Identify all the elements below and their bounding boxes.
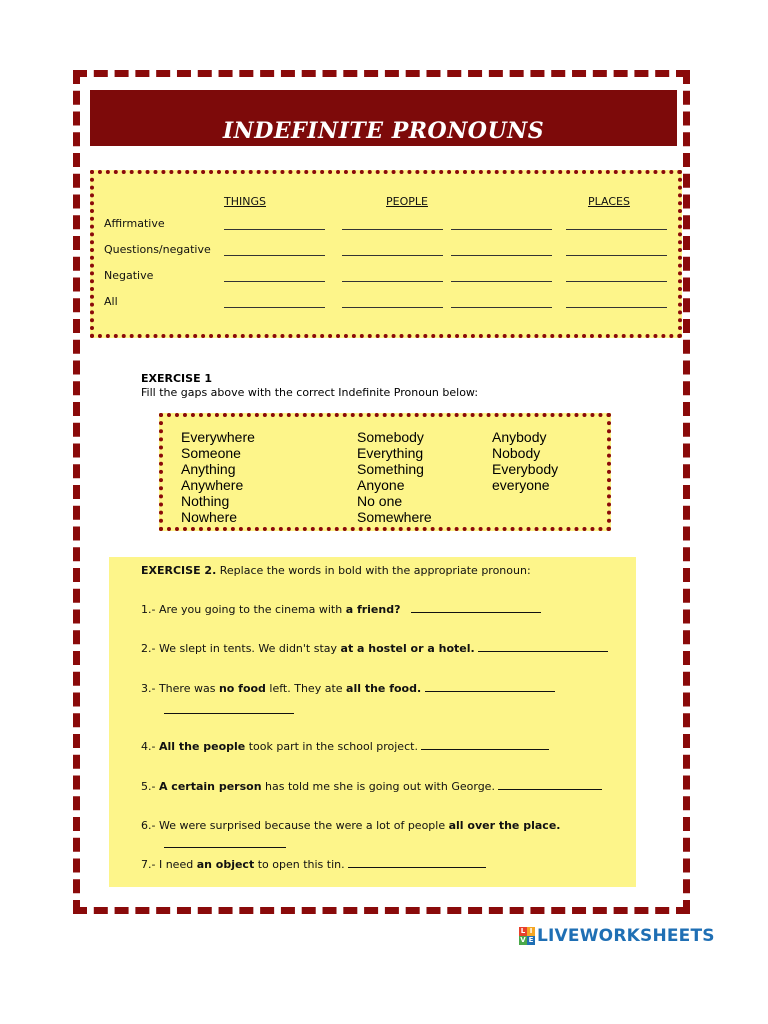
word-item: Something: [357, 461, 424, 477]
word-item: Everywhere: [181, 429, 255, 445]
question-text: 6.- We were surprised because the were a lot of people: [141, 819, 449, 832]
question-5: [141, 779, 602, 793]
question-1: [141, 602, 541, 616]
blank-questions-things[interactable]: [224, 255, 325, 256]
liveworksheets-logo: [519, 925, 715, 947]
answer-blank-7[interactable]: [348, 857, 486, 868]
blank-all-things[interactable]: [224, 307, 325, 308]
question-text: left. They ate: [265, 682, 347, 695]
blank-affirmative-places[interactable]: [566, 229, 667, 230]
word-item: Anything: [181, 461, 236, 477]
question-2: [141, 641, 608, 655]
logo-mark-letter: V: [520, 936, 526, 944]
logo-mark-letter: L: [520, 927, 526, 935]
question-3-continuation: [164, 703, 294, 717]
blank-affirmative-things[interactable]: [224, 229, 325, 230]
word-item: Somewhere: [357, 509, 432, 525]
word-item: Nothing: [181, 493, 230, 509]
blank-negative-people-1[interactable]: [342, 281, 443, 282]
question-bold-text: all over the place.: [448, 819, 561, 832]
word-bank-column-3: [492, 429, 558, 493]
word-item: Nobody: [492, 445, 541, 461]
blank-questions-places[interactable]: [566, 255, 667, 256]
question-text: 1.- Are you going to the cinema with: [141, 603, 346, 616]
question-text: took part in the school project.: [245, 740, 418, 753]
logo-text: LIVEWORKSHEETS: [537, 926, 715, 946]
word-bank: [159, 413, 611, 531]
question-text: 7.- I need: [141, 858, 197, 871]
row-label-affirmative: Affirmative: [104, 217, 165, 230]
blank-negative-places[interactable]: [566, 281, 667, 282]
word-item: everyone: [492, 477, 550, 493]
logo-mark-letter: I: [527, 927, 535, 936]
word-item: Anywhere: [181, 477, 244, 493]
word-item: Somebody: [357, 429, 424, 445]
title-banner: [90, 90, 677, 146]
answer-blank-5[interactable]: [498, 779, 602, 790]
exercise-1-heading: EXERCISE 1: [141, 372, 213, 385]
answer-blank-3b[interactable]: [164, 703, 294, 714]
row-label-questions-negative: Questions/negative: [104, 243, 211, 256]
blank-questions-people-1[interactable]: [342, 255, 443, 256]
logo-mark-letter: E: [528, 936, 534, 944]
question-bold-text: no food: [218, 682, 266, 695]
pronoun-table: [90, 170, 682, 338]
blank-questions-people-2[interactable]: [451, 255, 552, 256]
answer-blank-3[interactable]: [425, 681, 555, 692]
exercise-2-instruction: Replace the words in bold with the appropriate pronoun:: [216, 564, 531, 577]
word-item: Someone: [181, 445, 241, 461]
word-bank-column-1: [181, 429, 255, 525]
question-text: 4.-: [141, 740, 159, 753]
question-bold-text: a friend?: [345, 603, 401, 616]
blank-negative-people-2[interactable]: [451, 281, 552, 282]
answer-blank-1[interactable]: [411, 602, 541, 613]
exercise-1-header: [141, 372, 478, 400]
word-bank-column-2: [357, 429, 432, 525]
row-label-all: All: [104, 295, 118, 308]
exercise-2-panel: [109, 557, 636, 887]
column-header-people: PEOPLE: [386, 195, 428, 208]
page-title: INDEFINITE PRONOUNS: [222, 118, 545, 144]
column-header-things: THINGS: [224, 195, 266, 208]
question-text: 5.-: [141, 780, 159, 793]
word-item: Anybody: [492, 429, 547, 445]
question-6-continuation: [164, 837, 286, 851]
question-text: 3.- There was: [141, 682, 219, 695]
question-4: [141, 739, 549, 753]
exercise-2-header: [141, 564, 531, 577]
question-7: [141, 857, 486, 871]
logo-mark-icon: [519, 927, 535, 945]
word-item: No one: [357, 493, 403, 509]
word-item: Nowhere: [181, 509, 238, 525]
question-3: [141, 681, 555, 695]
question-bold-text: at a hostel or a hotel.: [340, 642, 475, 655]
answer-blank-2[interactable]: [478, 641, 608, 652]
question-bold-text: All the people: [158, 740, 246, 753]
blank-all-people-2[interactable]: [451, 307, 552, 308]
word-item: Anyone: [357, 477, 405, 493]
question-bold-text: an object: [196, 858, 255, 871]
column-header-places: PLACES: [588, 195, 630, 208]
blank-all-people-1[interactable]: [342, 307, 443, 308]
question-text: 2.- We slept in tents. We didn't stay: [141, 642, 341, 655]
row-label-negative: Negative: [104, 269, 154, 282]
exercise-2-heading: EXERCISE 2.: [141, 564, 217, 577]
blank-all-places[interactable]: [566, 307, 667, 308]
blank-negative-things[interactable]: [224, 281, 325, 282]
exercise-1-instruction: Fill the gaps above with the correct Indefinite Pronoun below:: [141, 386, 479, 399]
blank-affirmative-people-1[interactable]: [342, 229, 443, 230]
word-item: Everybody: [492, 461, 559, 477]
question-bold-text: A certain person: [158, 780, 262, 793]
question-bold-text: all the food.: [346, 682, 422, 695]
blank-affirmative-people-2[interactable]: [451, 229, 552, 230]
question-text: to open this tin.: [254, 858, 345, 871]
answer-blank-4[interactable]: [421, 739, 549, 750]
answer-blank-6[interactable]: [164, 837, 286, 848]
word-item: Everything: [357, 445, 424, 461]
question-text: has told me she is going out with George.: [261, 780, 495, 793]
question-6: [141, 819, 560, 832]
